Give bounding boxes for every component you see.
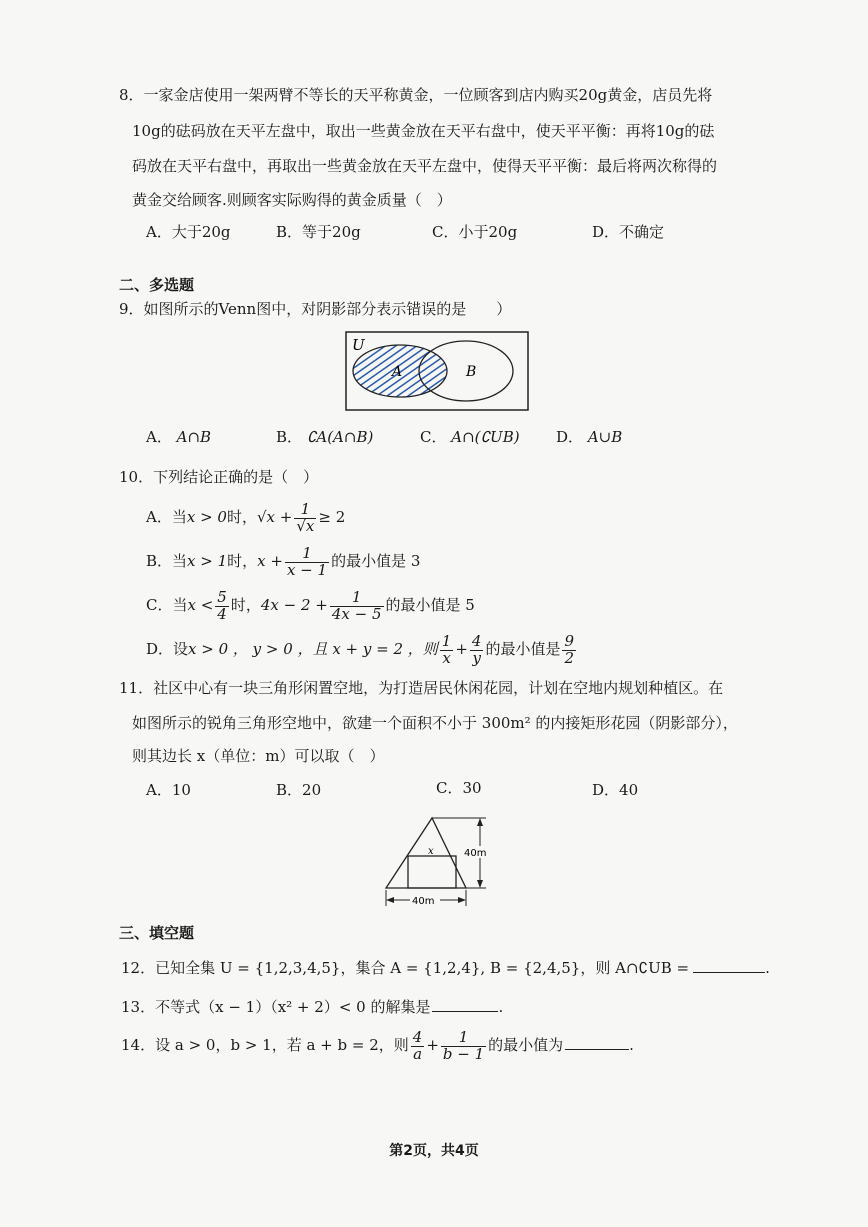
section-multi-choice-heading: 二、多选题 [119, 276, 195, 294]
q9-stem: 9．如图所示的Venn图中，对阴影部分表示错误的是 ） [119, 300, 512, 318]
q12: 12．已知全集 U = {1,2,3,4,5}，集合 A = {1,2,4}, B = {2,4,5}，则 A∩∁UB = . [121, 959, 770, 977]
q11-line-3: 则其边长 x（单位：m）可以取（ ） [132, 747, 385, 765]
q11-option-a: A．10 [146, 781, 191, 799]
q9-option-d [556, 430, 622, 445]
q9-option-a-letter: A． [146, 428, 172, 446]
q10-c-tail: 的最小值是 5 [385, 596, 475, 614]
q10-a-mid: 时， [226, 508, 257, 526]
q9-option-c-expr: A∩(∁UB) [451, 428, 520, 446]
q14: 14．设 a > 0，b > 1，若 a + b = 2，则 $\frac{4}{a}$ + $\frac{1}{b - 1}$ 的最小值为 . [121, 1027, 634, 1063]
q10-b-tail: 的最小值是 3 [331, 552, 421, 570]
q10-d-cond: x > 0 ， y > 0 ，且 x + y = 2 ，则 [188, 640, 438, 658]
q9-option-c [420, 430, 520, 445]
q10-a-pre: A．当 [146, 508, 187, 526]
q11-line-2: 如图所示的锐角三角形空地中，欲建一个面积不小于 300m² 的内接矩形花园（阴影部分）， [132, 714, 738, 732]
section-fill-blank-heading: 三、填空题 [119, 924, 195, 942]
venn-label-b: B [466, 364, 477, 380]
triangle-plot [386, 818, 466, 888]
q12-answer-blank[interactable] [693, 958, 765, 973]
q13-text: 13．不等式（x − 1）（x² + 2）< 0 的解集是 [121, 998, 431, 1016]
q9-option-b-expr: ∁A(A∩B) [306, 428, 374, 446]
q10-option-a [146, 500, 345, 534]
q9-option-d-letter: D． [556, 428, 584, 446]
triangle-figure [378, 810, 494, 910]
q14-pre: 14．设 a > 0，b > 1，若 a + b = 2，则 [121, 1036, 409, 1054]
q11-option-d: D．40 [592, 781, 639, 799]
q10-b-cond: x > 1 [187, 552, 228, 570]
q10-option-b [146, 544, 420, 578]
q10-a-cond: x > 0 [186, 508, 227, 526]
q10-a-expr: √x + [256, 508, 293, 526]
page-footer: 第2页，共4页 [389, 1143, 479, 1159]
q10-c-fraction-1: $\frac{5}{4}$ [217, 587, 227, 623]
q10-d-plus: + [455, 640, 468, 658]
q14-fraction-1: $\frac{4}{a}$ [412, 1027, 423, 1063]
q10-a-fraction: $\frac{1}{√x}$ [296, 499, 315, 535]
q11-option-c: C．30 [436, 779, 482, 797]
q10-c-fraction-2: $\frac{1}{4x - 5}$ [331, 587, 382, 623]
q10-d-pre: D．设 [146, 640, 189, 658]
venn-diagram [344, 330, 530, 414]
q8-line-3: 码放在天平右盘中，再取出一些黄金放在天平左盘中，使得天平平衡：最后将两次称得的 [132, 157, 718, 175]
figure-label-height: 40m [464, 848, 487, 859]
q10-b-pre: B．当 [146, 552, 188, 570]
q11-option-b: B．20 [276, 781, 322, 799]
q10-d-mid: 的最小值是 [485, 640, 561, 658]
q10-d-fraction-1: $\frac{1}{x}$ [441, 631, 452, 667]
q9-option-c-letter: C． [420, 428, 447, 446]
q9-option-a-expr: A∩B [176, 428, 212, 446]
inscribed-rectangle [408, 856, 456, 888]
q8-option-c: C．小于20g [432, 223, 518, 241]
figure-label-x: x [428, 846, 434, 857]
q10-d-fraction-2: $\frac{4}{y}$ [471, 631, 482, 667]
q14-tail: 的最小值为 [488, 1036, 564, 1054]
q8-option-b: B．等于20g [276, 223, 361, 241]
q8-line-4: 黄金交给顾客.则顾客实际购得的黄金质量（ ） [132, 191, 452, 209]
q10-c-cond: x < [187, 596, 214, 614]
venn-label-a: A [392, 364, 403, 380]
q10-c-mid: 时， [230, 596, 261, 614]
q9-option-a [146, 430, 211, 445]
q10-b-fraction: $\frac{1}{x - 1}$ [286, 543, 328, 579]
q8-option-d: D．不确定 [592, 223, 665, 241]
q13: 13．不等式（x − 1）（x² + 2）< 0 的解集是 . [121, 998, 504, 1016]
q10-stem: 10．下列结论正确的是（ ） [119, 468, 319, 486]
q10-c-pre: C．当 [146, 596, 188, 614]
q10-option-c [146, 588, 475, 622]
q11-line-1: 11．社区中心有一块三角形闲置空地，为打造居民休闲花园，计划在空地内规划种植区。在 [119, 679, 724, 697]
q14-fraction-2: $\frac{1}{b - 1}$ [442, 1027, 485, 1063]
q13-answer-blank[interactable] [432, 997, 498, 1012]
q9-option-b [276, 430, 373, 445]
q8-line-1: 8．一家金店使用一架两臂不等长的天平称黄金，一位顾客到店内购买20g黄金，店员先将 [119, 86, 713, 104]
q10-d-fraction-3: $\frac{9}{2}$ [564, 631, 575, 667]
q14-answer-blank[interactable] [565, 1035, 629, 1050]
q10-c-expr: 4x − 2 + [260, 596, 328, 614]
q10-a-tail: ≥ 2 [318, 508, 346, 526]
q8-line-2: 10g的砝码放在天平左盘中，取出一些黄金放在天平右盘中，使天平平衡：再将10g的砝 [132, 122, 715, 140]
q12-text: 12．已知全集 U = {1,2,3,4,5}，集合 A = {1,2,4}, B = {2,4,5}，则 A∩∁UB = [121, 959, 690, 977]
figure-label-base: 40m [412, 896, 435, 907]
q10-option-d [146, 632, 578, 666]
venn-label-u: U [352, 336, 365, 354]
q9-option-d-expr: A∪B [587, 428, 623, 446]
q9-option-b-letter: B． [276, 428, 303, 446]
q10-b-expr: x + [257, 552, 283, 570]
q8-option-a: A．大于20g [146, 223, 231, 241]
q10-b-mid: 时， [227, 552, 258, 570]
